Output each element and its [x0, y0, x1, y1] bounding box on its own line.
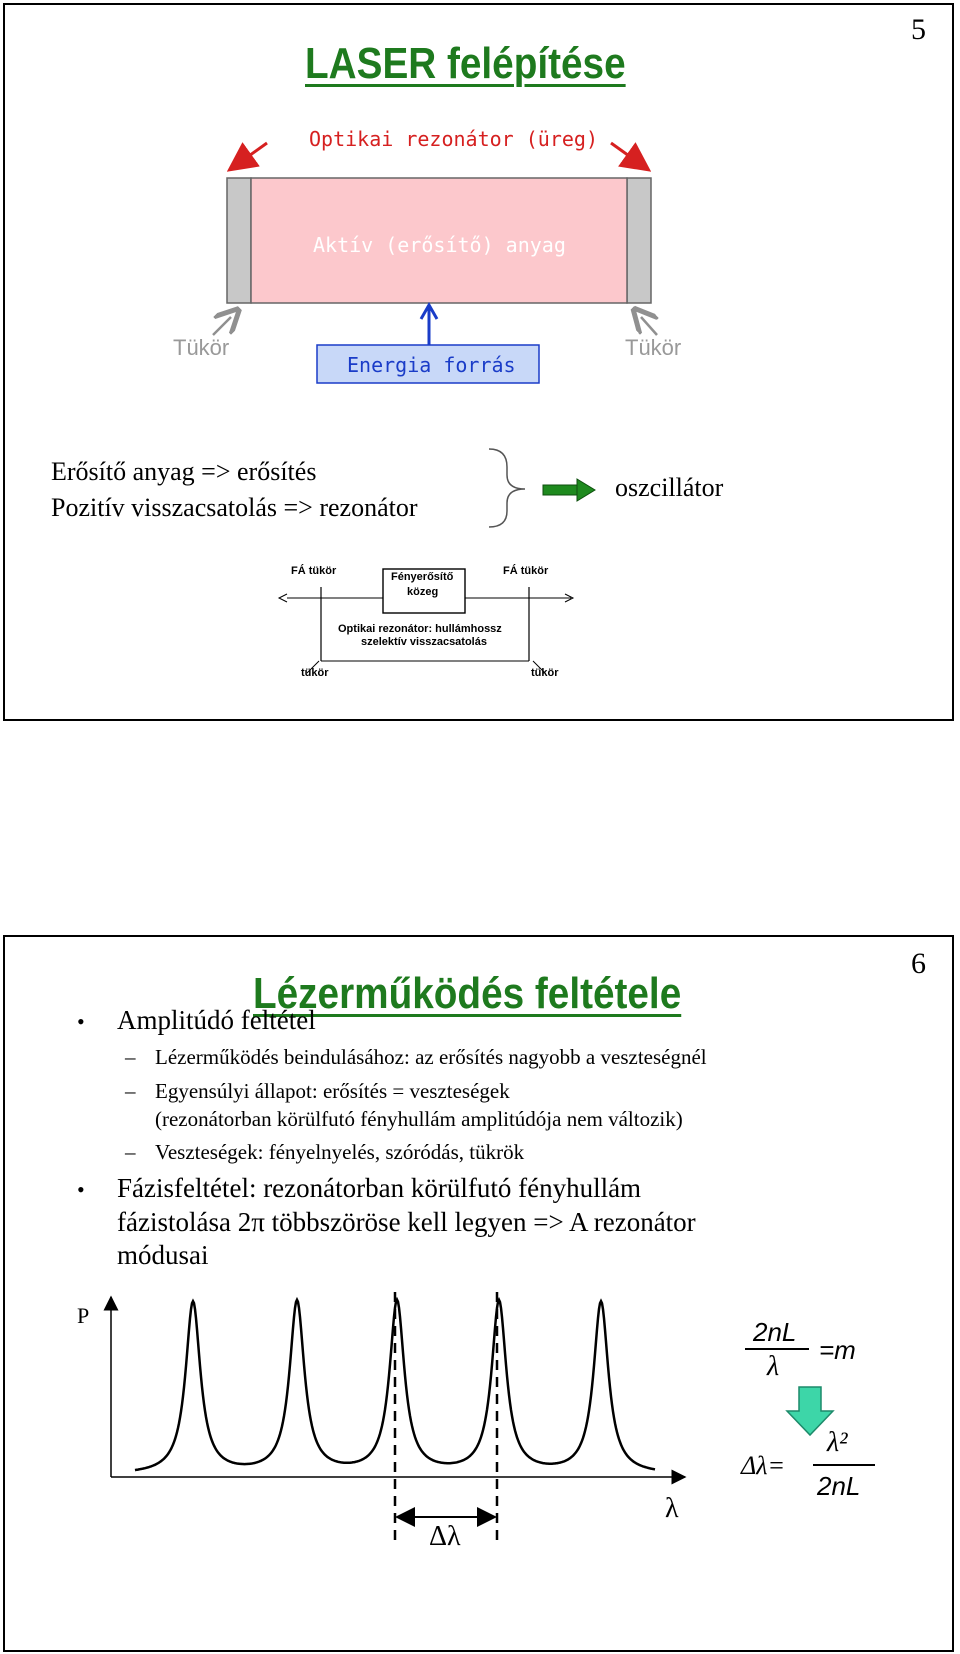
mirror-left	[227, 178, 251, 303]
bullet-amplitude: Amplitúdó feltétel	[117, 1005, 316, 1035]
schematic-caption-2: szelektív visszacsatolás	[361, 636, 487, 648]
formula2-numerator: λ²	[827, 1427, 848, 1458]
slide-title: Lézerműködés feltétele	[253, 969, 682, 1018]
resonator-arrow-right	[611, 143, 639, 163]
brace-icon	[489, 449, 525, 527]
active-medium-label: Aktív (erősítő) anyag	[313, 233, 566, 257]
green-arrow-shaft	[543, 485, 577, 495]
schematic-left-top: FÁ tükör	[291, 565, 337, 577]
resonator-label: Optikai rezonátor (üreg)	[309, 127, 598, 151]
page-number: 6	[911, 947, 926, 980]
bullet-phase-2: fázistolása 2π többszöröse kell legyen => A rezonátor	[117, 1207, 696, 1237]
sub-bullet-equilibrium-cont: (rezonátorban körülfutó fényhullám amplitúdója nem változik)	[155, 1107, 683, 1131]
formula2-denominator: 2nL	[817, 1471, 861, 1501]
x-axis-label: λ	[665, 1493, 679, 1524]
schematic-box-line2: közeg	[407, 586, 439, 598]
page-number: 5	[911, 13, 926, 46]
formula1-rhs: =m	[819, 1335, 856, 1365]
energy-source-label: Energia forrás	[347, 353, 516, 377]
formula2-lhs: Δλ=	[741, 1451, 786, 1480]
text-line-gain: Erősítő anyag => erősítés	[51, 457, 317, 486]
sub-bullet-losses: Veszteségek: fényelnyelés, szóródás, tükrök	[155, 1140, 525, 1164]
mode-spectrum-plot	[5, 937, 956, 1654]
formula1-denominator: λ	[767, 1351, 780, 1382]
mirror-pointer-right	[641, 317, 657, 335]
mirror-right	[627, 178, 651, 303]
green-arrow-icon	[577, 479, 595, 501]
slide-lasing-condition: 6 Lézerműködés feltétele • Amplitúdó feltétel – Lézerműködés beindulásához: az erősítés nagyobb a veszteségnél – Egyensúlyi állapot: erősítés = veszteségek (rezonátorban körülfutó fényhullám amplitúdója nem változik) – Veszteségek: fényelnyelés, szóródás, tükrök • Fázisfeltétel: rezonátorban körülfutó fényhullám fázistolása 2π többszöröse kell legyen => A rezonátor módusai P λ Δλ 2nL λ =m Δλ= λ² 2nL	[3, 935, 954, 1652]
mirror-label-left: Tükör	[173, 335, 230, 360]
text-line-feedback: Pozitív visszacsatolás => rezonátor	[51, 493, 418, 522]
sub-bullet-equilibrium: Egyensúlyi állapot: erősítés = veszteségek	[155, 1079, 510, 1103]
formula1-numerator: 2nL	[753, 1317, 797, 1347]
mirror-label-right: Tükör	[625, 335, 682, 360]
sub-bullet-start: Lézerműködés beindulásához: az erősítés nagyobb a veszteségnél	[155, 1045, 707, 1069]
oscillator-label: oszcillátor	[615, 473, 724, 502]
resonator-arrow-left	[239, 143, 267, 163]
bullet-phase-3: módusai	[117, 1240, 209, 1270]
slide-laser-structure	[3, 3, 954, 721]
bullet-phase-1: Fázisfeltétel: rezonátorban körülfutó fényhullám	[117, 1173, 642, 1203]
schematic-right-top: FÁ tükör	[503, 565, 549, 577]
schematic-right-bottom: tükör	[531, 667, 559, 679]
resonator-schematic	[279, 569, 573, 673]
schematic-caption-1: Optikai rezonátor: hullámhossz	[338, 623, 502, 635]
mirror-pointer-left	[213, 317, 231, 335]
bullet-dot: •	[77, 1009, 85, 1034]
schematic-left-bottom: tükör	[301, 667, 329, 679]
mode-spacing-label: Δλ	[429, 1521, 461, 1552]
schematic-box-line1: Fényerősítő	[391, 571, 454, 583]
y-axis-label: P	[77, 1303, 90, 1328]
slide-title: LASER felépítése	[305, 39, 626, 88]
bullet-dot: •	[77, 1177, 85, 1202]
